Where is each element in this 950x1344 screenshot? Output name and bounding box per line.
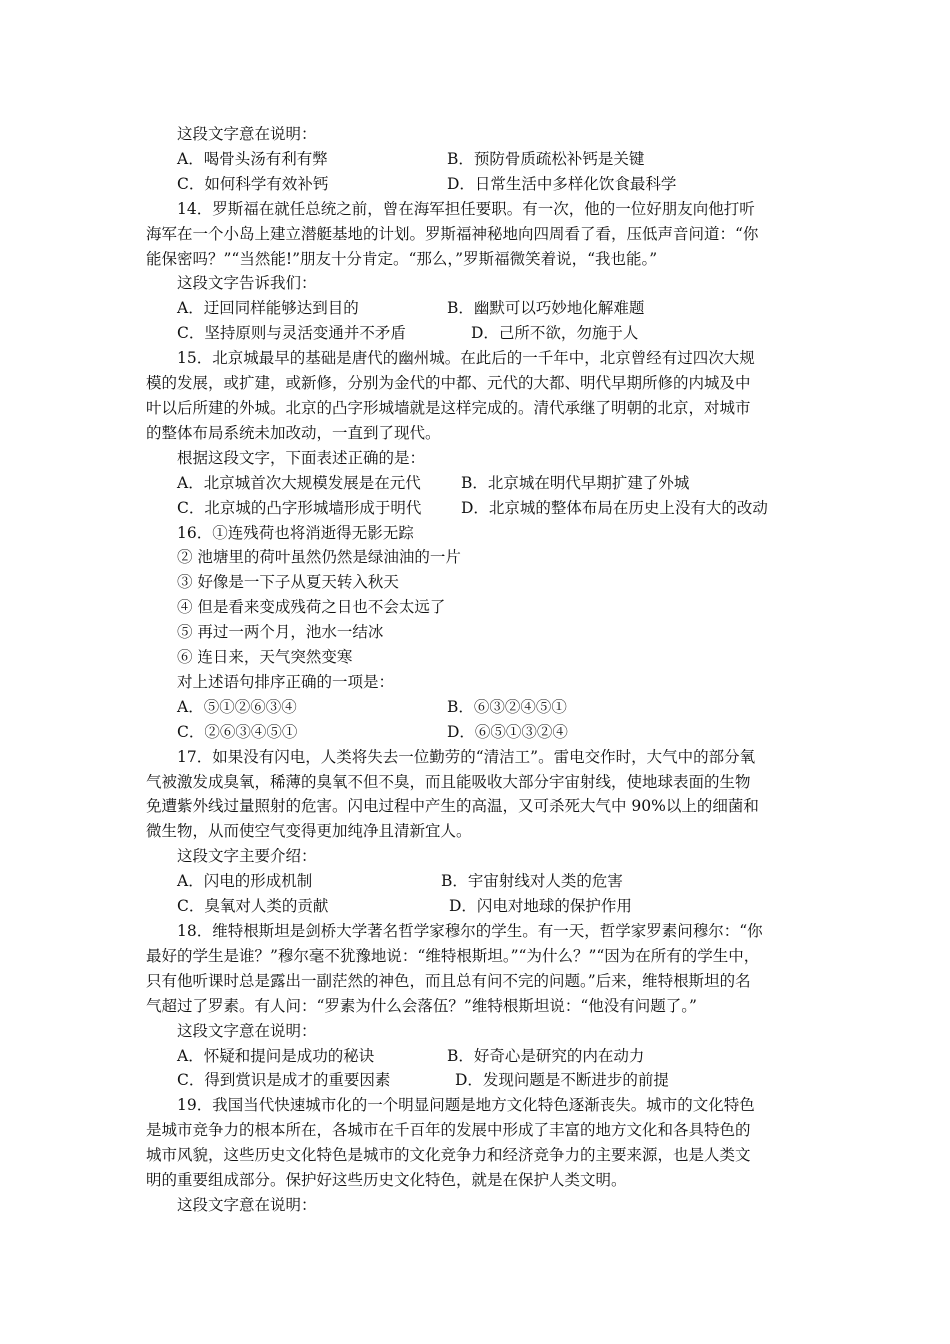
q15-text-line: 叶以后所建的外城。北京的凸字形城墙就是这样完成的。清代承继了明朝的北京，对城市	[146, 398, 751, 417]
q17-option-b: B．宇宙射线对人类的危害	[441, 872, 623, 891]
q19-stem: 这段文字意在说明：	[177, 1195, 317, 1214]
q15-options-row-1	[146, 471, 810, 496]
q14-text-line: 海军在一个小岛上建立潜艇基地的计划。罗斯福神秘地向四周看了看，压低声音问道：“你	[146, 224, 759, 243]
q16-stem: 对上述语句排序正确的一项是：	[177, 672, 395, 691]
q14-option-a: A．迂回同样能够达到目的	[177, 299, 359, 318]
q17-option-a: A．闪电的形成机制	[177, 872, 313, 891]
q14-option-d: D．己所不欲，勿施于人	[471, 324, 639, 343]
q14-text-line: 14．罗斯福在就任总统之前，曾在海军担任要职。有一次，他的一位好朋友向他打听	[177, 199, 755, 218]
q17-text-line: 气被激发成臭氧，稀薄的臭氧不但不臭，而且能吸收大部分宇宙射线，使地球表面的生物	[146, 772, 751, 791]
q18-option-b: B．好奇心是研究的内在动力	[447, 1046, 645, 1065]
q14-options-row-2	[146, 321, 810, 346]
q15-text-line: 的整体布局系统未加改动，一直到了现代。	[146, 423, 441, 442]
q17-option-c: C．臭氧对人类的贡献	[177, 897, 329, 916]
q14-stem: 这段文字告诉我们：	[177, 274, 317, 293]
q17-text-line: 微生物，从而使空气变得更加纯净且清新宜人。	[146, 822, 472, 841]
q13-stem: 这段文字意在说明：	[177, 125, 317, 143]
q19-text-line: 是城市竞争力的根本所在，各城市在千百年的发展中形成了丰富的地方文化和各具特色的	[146, 1121, 751, 1140]
q16-sentence: ④ 但是看来变成残荷之日也不会太远了	[177, 598, 446, 617]
q15-option-c: C．北京城的凸字形城墙形成于明代	[177, 498, 422, 517]
q17-options-row-1	[146, 869, 810, 894]
q14-option-b: B．幽默可以巧妙地化解难题	[447, 299, 645, 318]
q19-text-line: 19．我国当代快速城市化的一个明显问题是地方文化特色逐渐丧失。城市的文化特色	[177, 1096, 755, 1115]
q17-option-d: D．闪电对地球的保护作用	[449, 897, 632, 916]
q16-option-b: B．⑥③②④⑤①	[447, 697, 567, 716]
q16-options-row-1	[146, 695, 810, 720]
q18-stem: 这段文字意在说明：	[177, 1021, 317, 1040]
q16-sentence: 16．①连残荷也将消逝得无影无踪	[177, 523, 414, 542]
q18-option-c: C．得到赏识是成才的重要因素	[177, 1071, 391, 1090]
q14-options-row-1	[146, 296, 810, 321]
q18-options-row-2	[146, 1068, 810, 1093]
q16-sentence: ⑤ 再过一两个月，池水一结冰	[177, 623, 384, 642]
q13-options-row-2	[146, 172, 810, 197]
q15-option-a: A．北京城首次大规模发展是在元代	[177, 473, 421, 492]
q16-sentence: ③ 好像是一下子从夏天转入秋天	[177, 573, 399, 592]
q18-text-line: 气超过了罗素。有人问：“罗素为什么会落伍？”维特根斯坦说：“他没有问题了。”	[146, 996, 697, 1015]
q18-options-row-1	[146, 1044, 810, 1069]
q16-sentence: ⑥ 连日来，天气突然变寒	[177, 648, 353, 667]
q16-sentence: ② 池塘里的荷叶虽然仍然是绿油油的一片	[177, 548, 461, 567]
q18-option-a: A．怀疑和提问是成功的秘诀	[177, 1046, 375, 1065]
q17-options-row-2	[146, 894, 810, 919]
q15-option-d: D．北京城的整体布局在历史上没有大的改动	[461, 498, 768, 517]
q16-options-row-2	[146, 720, 810, 745]
q15-text-line: 模的发展，或扩建，或新修，分别为金代的中都、元代的大都、明代早期所修的内城及中	[146, 374, 751, 393]
q19-text-line: 明的重要组成部分。保护好这些历史文化特色，就是在保护人类文明。	[146, 1171, 627, 1190]
q18-text-line: 只有他听课时总是露出一副茫然的神色，而且总有问不完的问题。”后来，维特根斯坦的名	[146, 971, 751, 990]
q15-text-line: 15．北京城最早的基础是唐代的幽州城。在此后的一千年中，北京曾经有过四次大规	[177, 349, 755, 368]
q14-option-c: C．坚持原则与灵活变通并不矛盾	[177, 324, 406, 343]
q15-stem: 根据这段文字，下面表述正确的是：	[177, 448, 426, 467]
q13-option-b: B．预防骨质疏松补钙是关键	[447, 149, 645, 168]
q17-text-line: 17．如果没有闪电，人类将失去一位勤劳的“清洁工”。雷电交作时，大气中的部分氧	[177, 747, 756, 766]
q13-option-c: C．如何科学有效补钙	[177, 174, 329, 193]
q15-option-b: B．北京城在明代早期扩建了外城	[461, 473, 690, 492]
q13-options-row-1	[146, 147, 810, 172]
document-page	[146, 122, 810, 1218]
q17-stem: 这段文字主要介绍：	[177, 847, 317, 866]
q15-options-row-2	[146, 496, 810, 521]
q13-option-d: D．日常生活中多样化饮食最科学	[447, 174, 677, 193]
q17-text-line: 免遭紫外线过量照射的危害。闪电过程中产生的高温，又可杀死大气中 90%以上的细菌和	[146, 797, 759, 816]
q18-text-line: 18．维特根斯坦是剑桥大学著名哲学家穆尔的学生。有一天，哲学家罗素问穆尔：“你	[177, 922, 763, 940]
q16-option-d: D．⑥⑤①③②④	[447, 722, 568, 741]
q14-text-line: 能保密吗？”“当然能!”朋友十分肯定。“那么，”罗斯福微笑着说，“我也能。”	[146, 249, 658, 268]
q16-option-a: A．⑤①②⑥③④	[177, 697, 297, 716]
q13-option-a: A．喝骨头汤有利有弊	[177, 149, 328, 168]
q18-option-d: D．发现问题是不断进步的前提	[455, 1071, 669, 1090]
q19-text-line: 城市风貌，这些历史文化特色是城市的文化竞争力和经济竞争力的主要来源，也是人类文	[146, 1146, 751, 1165]
q18-text-line: 最好的学生是谁？”穆尔毫不犹豫地说：“维特根斯坦。”“为什么？”“因为在所有的学生中，	[146, 946, 760, 965]
q16-option-c: C．②⑥③④⑤①	[177, 722, 298, 741]
